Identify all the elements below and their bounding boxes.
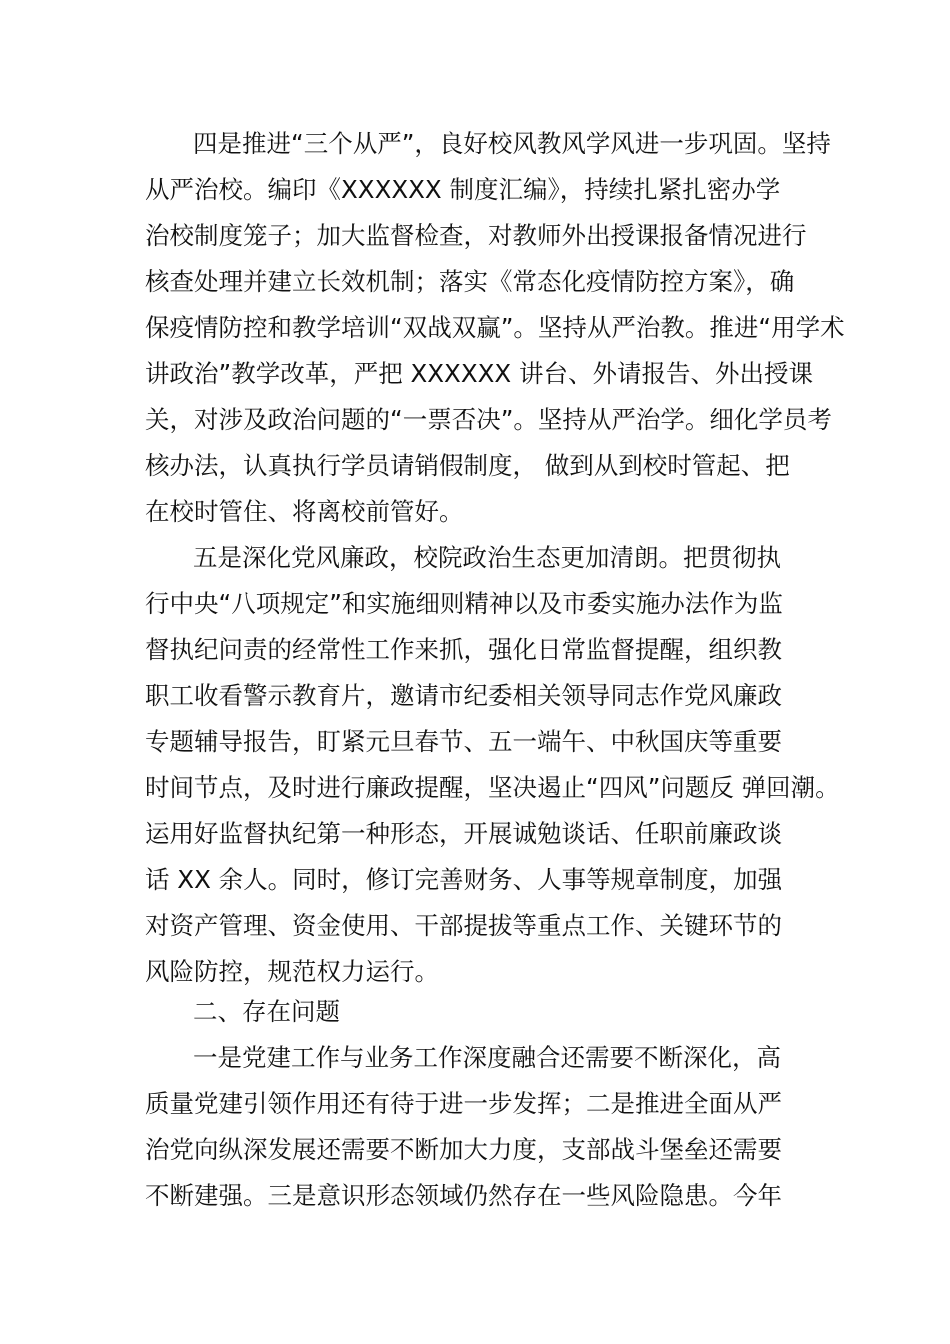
paragraph-5-line-8: 话 XX 余人。同时，修订完善财务、人事等规章制度，加强 xyxy=(145,865,783,894)
paragraph-6-line-2: 质量党建引领作用还有待于进一步发挥；二是推进全面从严 xyxy=(145,1089,782,1118)
paragraph-4-line-2: 从严治校。编印《XXXXXX 制度汇编》，持续扎紧扎密办学 xyxy=(145,175,781,204)
paragraph-6-line-4: 不断建强。三是意识形态领域仍然存在一些风险隐患。今年 xyxy=(145,1181,782,1210)
paragraph-4-line-8: 核办法，认真执行学员请销假制度， 做到从到校时管起、把 xyxy=(145,451,790,480)
paragraph-5-line-5: 专题辅导报告，盯紧元旦春节、五一端午、中秋国庆等重要 xyxy=(145,727,782,756)
paragraph-4-line-5: 保疫情防控和教学培训“双战双赢”。坚持从严治教。推进“用学术 xyxy=(145,313,845,342)
paragraph-5-line-9: 对资产管理、资金使用、干部提拔等重点工作、关键环节的 xyxy=(145,911,782,940)
paragraph-5-line-10: 风险防控，规范权力运行。 xyxy=(145,957,439,986)
paragraph-4-line-1: 四是推进“三个从严”，良好校风教风学风进一步巩固。坚持 xyxy=(193,129,831,158)
paragraph-6-line-3: 治党向纵深发展还需要不断加大力度，支部战斗堡垒还需要 xyxy=(145,1135,782,1164)
paragraph-6-line-1: 一是党建工作与业务工作深度融合还需要不断深化，高 xyxy=(193,1043,781,1072)
paragraph-5-line-2: 行中央“八项规定”和实施细则精神以及市委实施办法作为监 xyxy=(145,589,783,618)
paragraph-5-line-3: 督执纪问责的经常性工作来抓，强化日常监督提醒，组织教 xyxy=(145,635,782,664)
paragraph-4-line-9: 在校时管住、将离校前管好。 xyxy=(145,497,464,526)
paragraph-5-line-1: 五是深化党风廉政，校院政治生态更加清朗。把贯彻执 xyxy=(193,543,781,572)
paragraph-4-line-6: 讲政治”教学改革，严把 XXXXXX 讲台、外请报告、外出授课 xyxy=(145,359,813,388)
section-heading-problems: 二、存在问题 xyxy=(193,997,340,1026)
paragraph-5-line-4: 职工收看警示教育片，邀请市纪委相关领导同志作党风廉政 xyxy=(145,681,782,710)
paragraph-5-line-7: 运用好监督执纪第一种形态，开展诚勉谈话、任职前廉政谈 xyxy=(145,819,782,848)
paragraph-4-line-7: 关，对涉及政治问题的“一票否决”。坚持从严治学。细化学员考 xyxy=(145,405,832,434)
paragraph-4-line-3: 治校制度笼子；加大监督检查，对教师外出授课报备情况进行 xyxy=(145,221,807,250)
paragraph-5-line-6: 时间节点，及时进行廉政提醒，坚决遏止“四风”问题反 弹回潮。 xyxy=(145,773,840,802)
paragraph-4-line-4: 核查处理并建立长效机制；落实《常态化疫情防控方案》，确 xyxy=(145,267,795,296)
